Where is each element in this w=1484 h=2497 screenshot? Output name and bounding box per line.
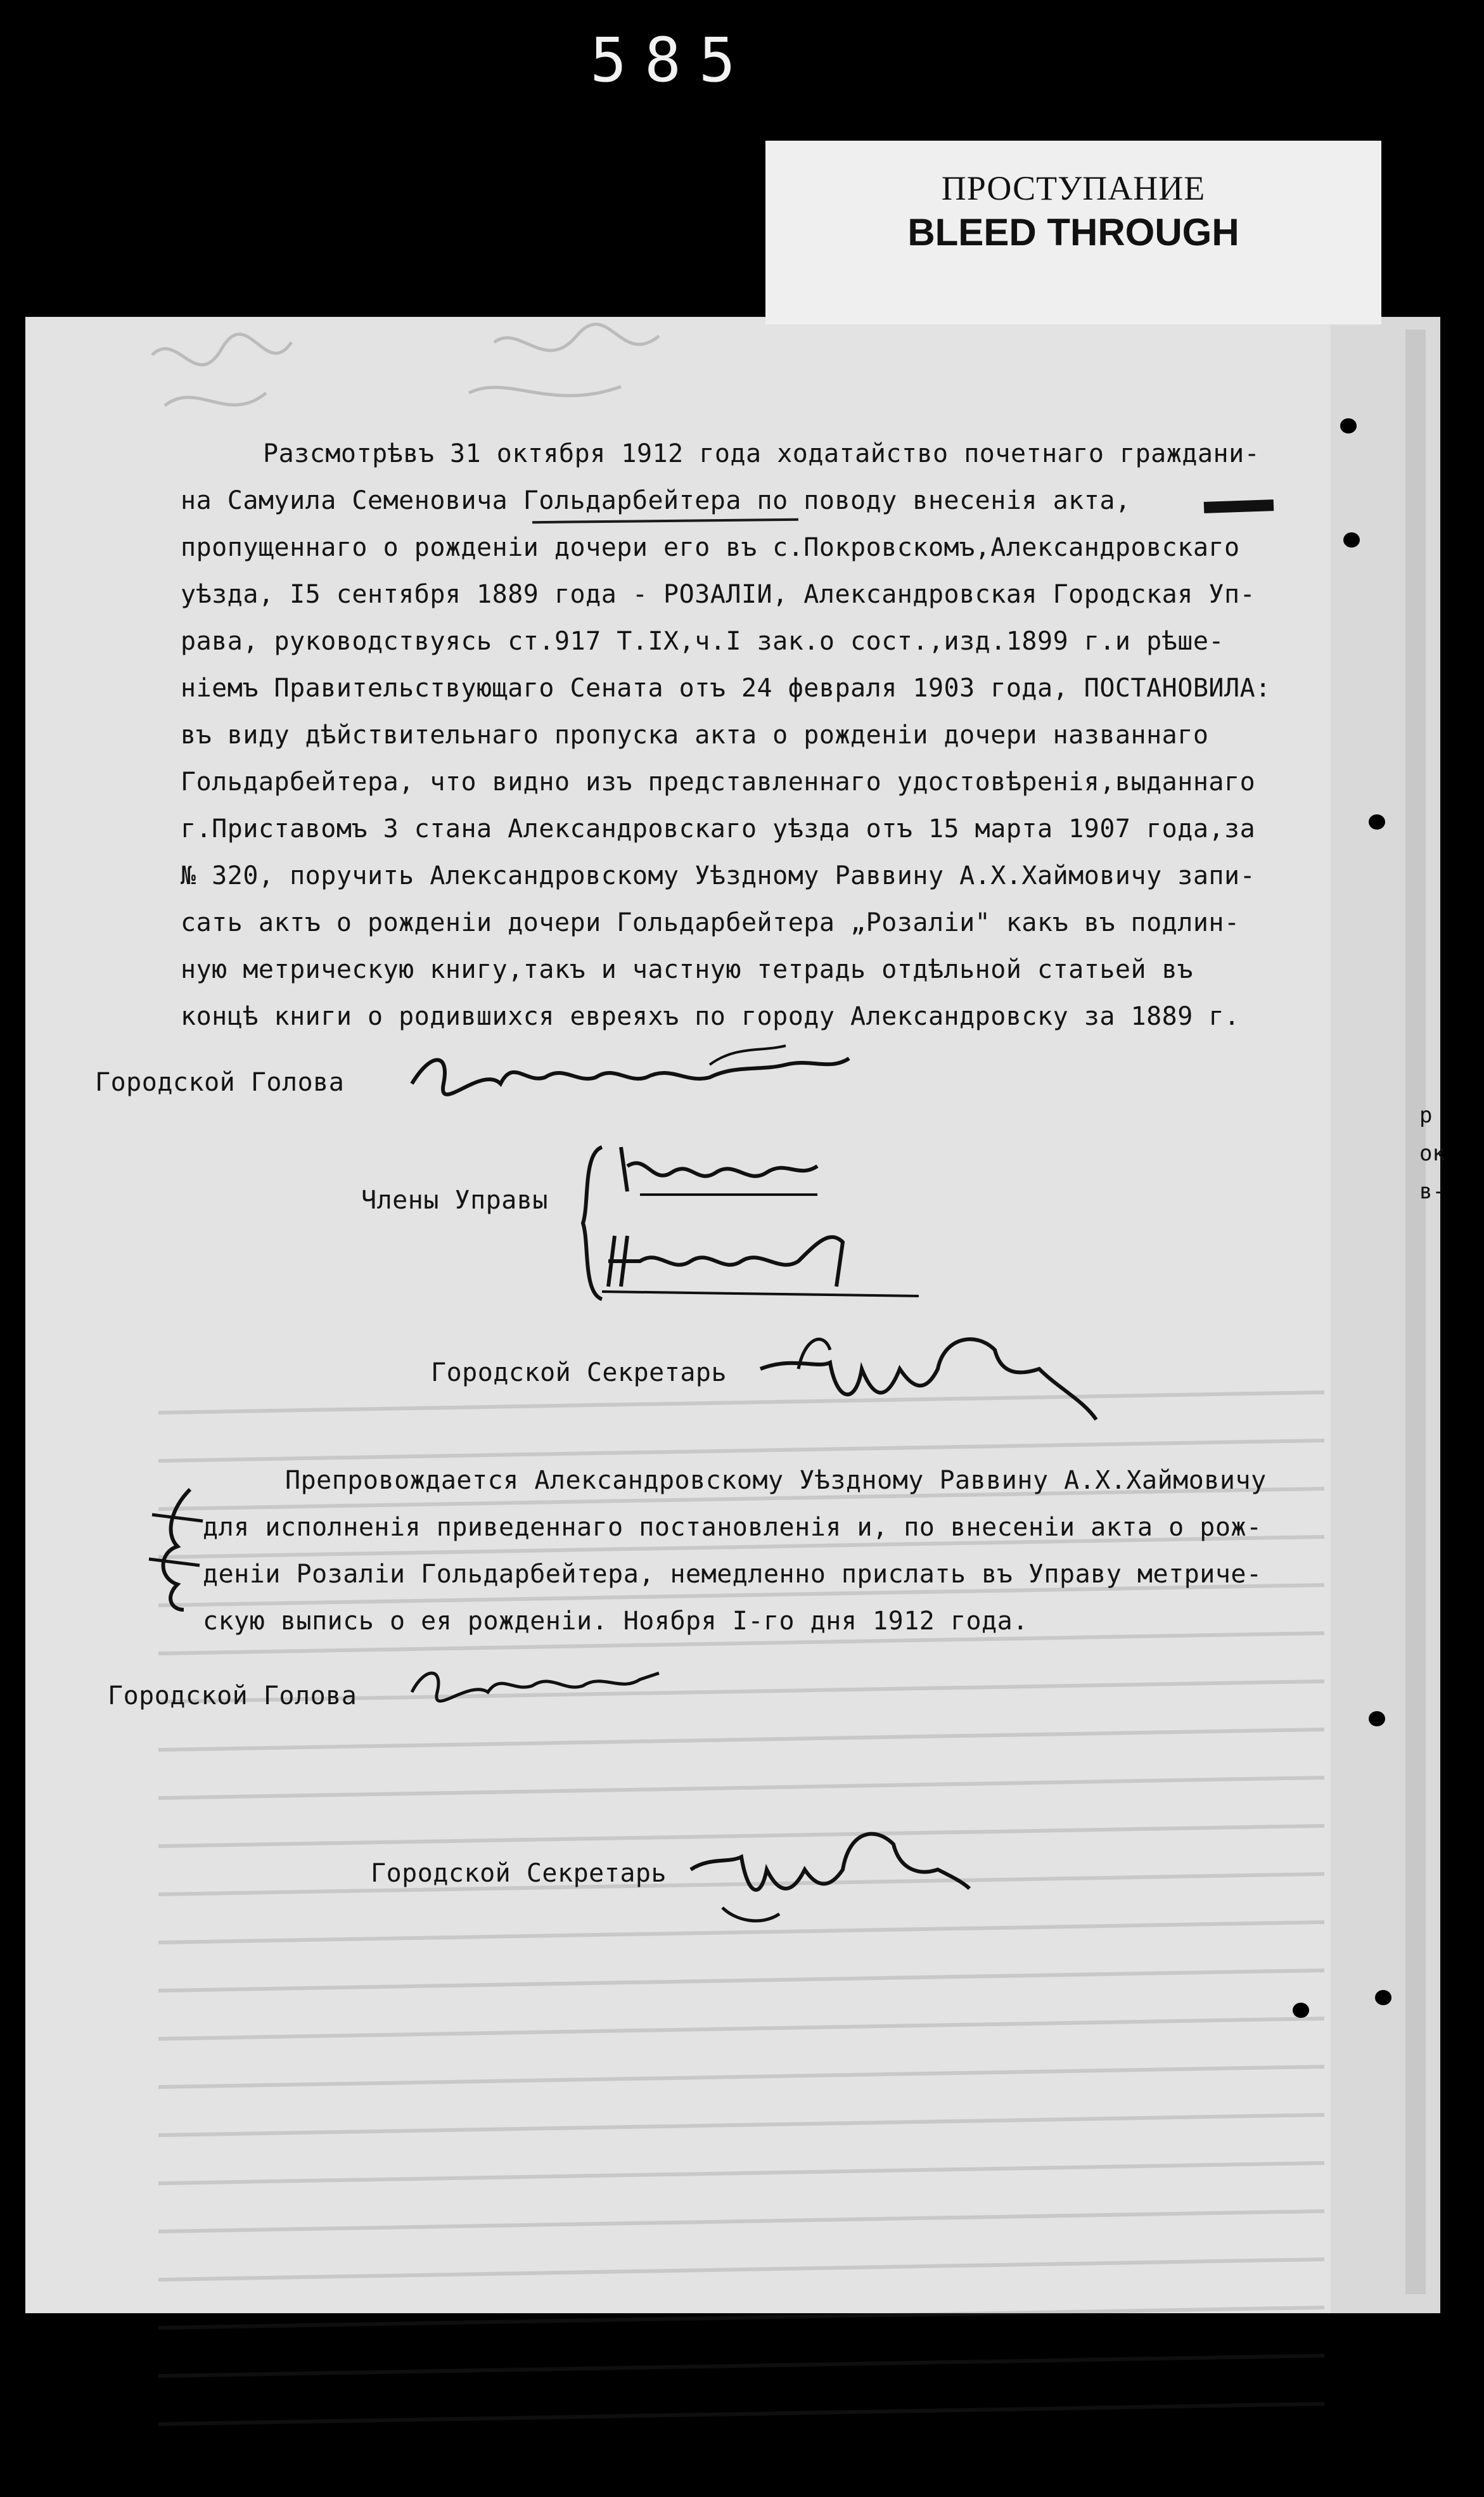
punch-hole	[1375, 1990, 1391, 2005]
text-line: на Самуила Семеновича Гольдарбейтера по поводу внесенія акта,	[181, 486, 1131, 515]
text-line: ніемъ Правительствующаго Сената отъ 24 февраля 1903 года, ПОСТАНОВИЛА:	[181, 674, 1271, 703]
punch-hole	[1343, 532, 1360, 548]
mayor-signature	[406, 1654, 672, 1717]
text-line: г.Приставомъ 3 стана Александровскаго уѣзда отъ 15 марта 1907 года,за	[181, 814, 1256, 844]
board-member-signature-1	[615, 1134, 830, 1204]
punch-hole	[1369, 814, 1385, 830]
text-line: скую выпись о ея рожденіи. Ноября I-го дня 1912 года.	[203, 1607, 1028, 1636]
back-sheet-line: р	[1419, 1103, 1433, 1128]
label-en: BLEED THROUGH	[907, 211, 1239, 254]
punch-hole	[1369, 1711, 1385, 1726]
bleed-through-label-card	[765, 141, 1381, 324]
text-line: сать актъ о рожденіи дочери Гольдарбейтера „Розаліи" какъ въ подлин-	[181, 908, 1240, 937]
text-line: Разсмотрѣвъ 31 октября 1912 года ходатайство почетнаго граждани-	[263, 439, 1260, 468]
secretary-signature	[754, 1325, 1109, 1445]
text-line: ную метрическую книгу,такъ и частную тетрадь отдѣльной статьей въ	[181, 955, 1193, 984]
secretary-label: Городской Секретарь	[371, 1859, 667, 1888]
text-line: пропущеннаго о рожденіи дочери его въ с.Покровскомъ,Александровскаго	[181, 533, 1240, 562]
back-sheet-line: в-	[1419, 1179, 1445, 1204]
text-line: уѣзда, I5 сентября 1889 года - РОЗАЛІИ, Александровская Городская Уп-	[181, 580, 1256, 609]
back-sheet-text	[1419, 1096, 1445, 1210]
board-member-signature-2	[602, 1217, 931, 1312]
text-line: № 320, поручить Александровскому Уѣздному Раввину А.Х.Хаймовичу запи-	[181, 861, 1256, 890]
mayor-label: Городской Голова	[95, 1068, 345, 1097]
punch-hole	[1340, 418, 1357, 433]
text-line: концѣ книги о родившихся евреяхъ по городу Александровску за 1889 г.	[181, 1002, 1240, 1031]
secretary-signature	[684, 1819, 976, 1933]
board-members-label: Члены Управы	[361, 1186, 548, 1215]
punch-hole	[1293, 2003, 1309, 2018]
text-line: Гольдарбейтера, что видно изъ представленнаго удостовѣренія,выданнаго	[181, 767, 1256, 797]
faded-handwriting-header	[139, 317, 710, 444]
mayor-label: Городской Голова	[108, 1681, 357, 1711]
struck-word-mark	[1204, 499, 1274, 513]
frame-number: 585	[590, 25, 753, 96]
text-line: для исполненія приведеннаго постановленія и, по внесеніи акта о рож-	[203, 1513, 1262, 1542]
secretary-label: Городской Секретарь	[431, 1358, 727, 1387]
back-sheet-edge	[1405, 330, 1426, 2294]
label-ru: ПРОСТУПАНИЕ	[941, 169, 1206, 207]
text-line: въ виду дѣйствительнаго пропуска акта о рожденіи дочери названнаго	[181, 721, 1209, 750]
mayor-signature	[406, 1039, 862, 1109]
back-sheet-line: ок	[1419, 1141, 1445, 1166]
text-line: деніи Розаліи Гольдарбейтера, немедленно прислать въ Управу метриче-	[203, 1560, 1262, 1589]
document-sheet	[25, 317, 1331, 2313]
text-line: рава, руководствуясь ст.917 Т.IX,ч.I зак.о сост.,изд.1899 г.и рѣше-	[181, 627, 1224, 656]
text-line: Препровождается Александровскому Уѣздному Раввину А.Х.Хаймовичу	[285, 1466, 1267, 1495]
